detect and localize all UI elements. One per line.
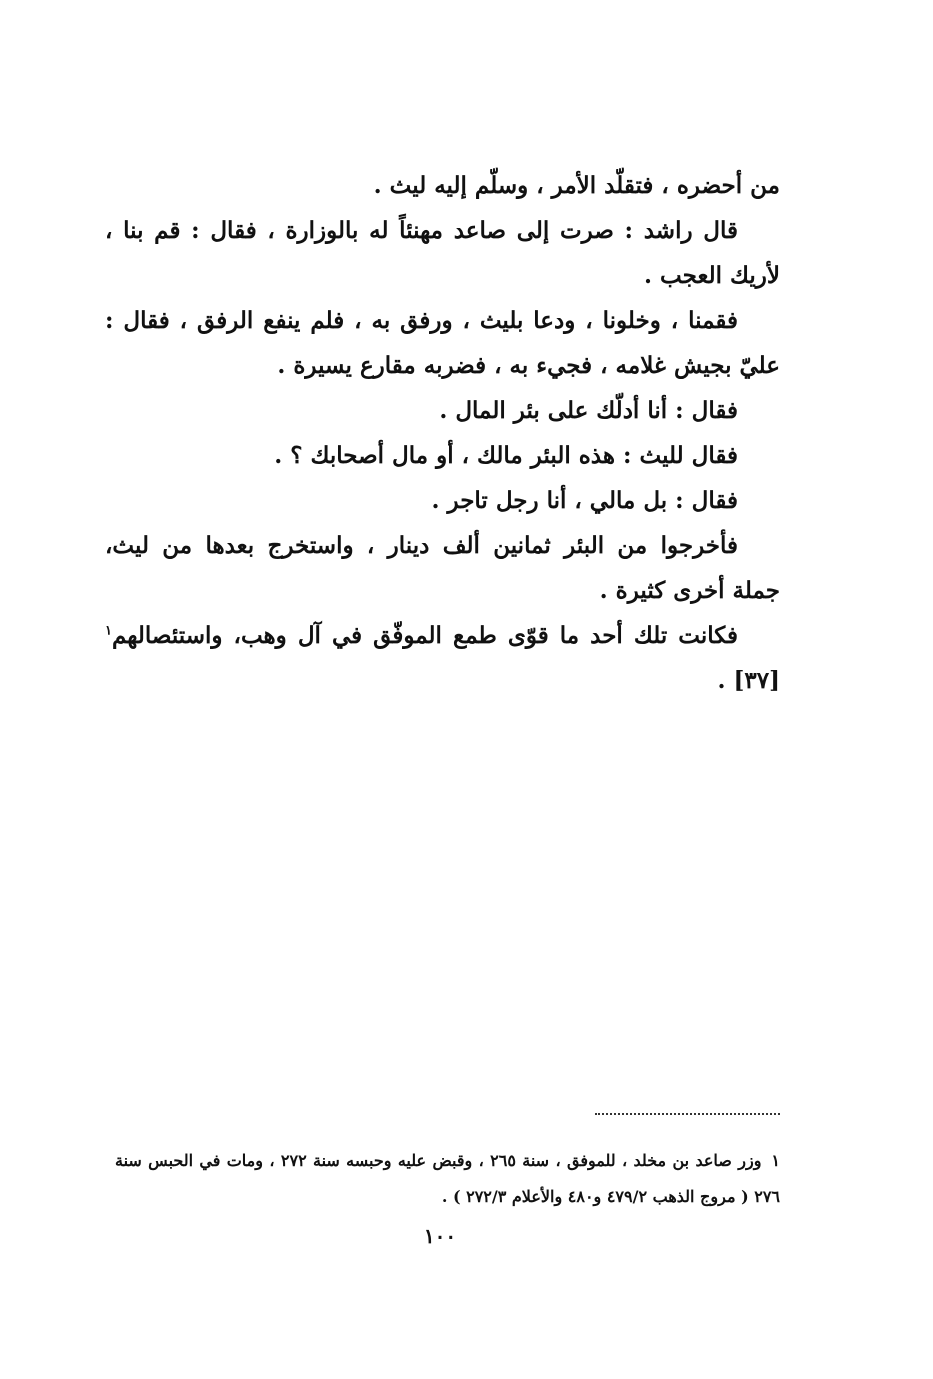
footnote-marker: ١ xyxy=(105,623,112,639)
main-text xyxy=(105,163,780,703)
paragraph-5: فقال لليث : هذه البئر مالك ، أو مال أصحابك ؟ . xyxy=(274,442,738,469)
paragraph-8 xyxy=(105,613,780,703)
paragraph-3: فقمنا ، وخلونا ، ودعا بليث ، ورفق به ، فلم ينفع الرفق ، فقال : عليّ بجيش غلامه ، فجيء به ، فضربه مقارع يسيرة . xyxy=(105,307,780,379)
paragraph-1: من أحضره ، فتقلّد الأمر ، وسلّم إليه ليث . xyxy=(373,172,780,199)
footnote-text: وزر صاعد بن مخلد ، للموفق ، سنة ٢٦٥ ، وقبض عليه وحبسه سنة ٢٧٢ ، ومات في الحبس سنة ٢٧٦ ( مروج الذهب ٤٧٩/٢ و٤٨٠ والأعلام ٢٧٢/٣ ) . xyxy=(115,1151,780,1206)
paragraph-7: فأخرجوا من البئر ثمانين ألف دينار ، واستخرج بعدها من ليث، جملة أخرى كثيرة . xyxy=(105,532,780,604)
paragraph-8-text: فكانت تلك أحد ما قوّى طمع الموفّق في آل وهب، واستئصالهم xyxy=(111,622,738,649)
footnote xyxy=(115,1143,780,1215)
paragraph-4: فقال : أنا أدلّك على بئر المال . xyxy=(439,397,738,424)
footnote-separator xyxy=(595,1113,780,1115)
footnote-number: ١ xyxy=(771,1151,781,1170)
paragraph-6: فقال : بل مالي ، أنا رجل تاجر . xyxy=(431,487,738,514)
page-number: ١٠٠ xyxy=(423,1224,457,1248)
paragraph-8-reference: [٣٧] . xyxy=(717,667,780,694)
paragraph-2: قال راشد : صرت إلى صاعد مهنئاً له بالوزارة ، فقال : قم بنا ، لأريك العجب . xyxy=(105,217,780,289)
